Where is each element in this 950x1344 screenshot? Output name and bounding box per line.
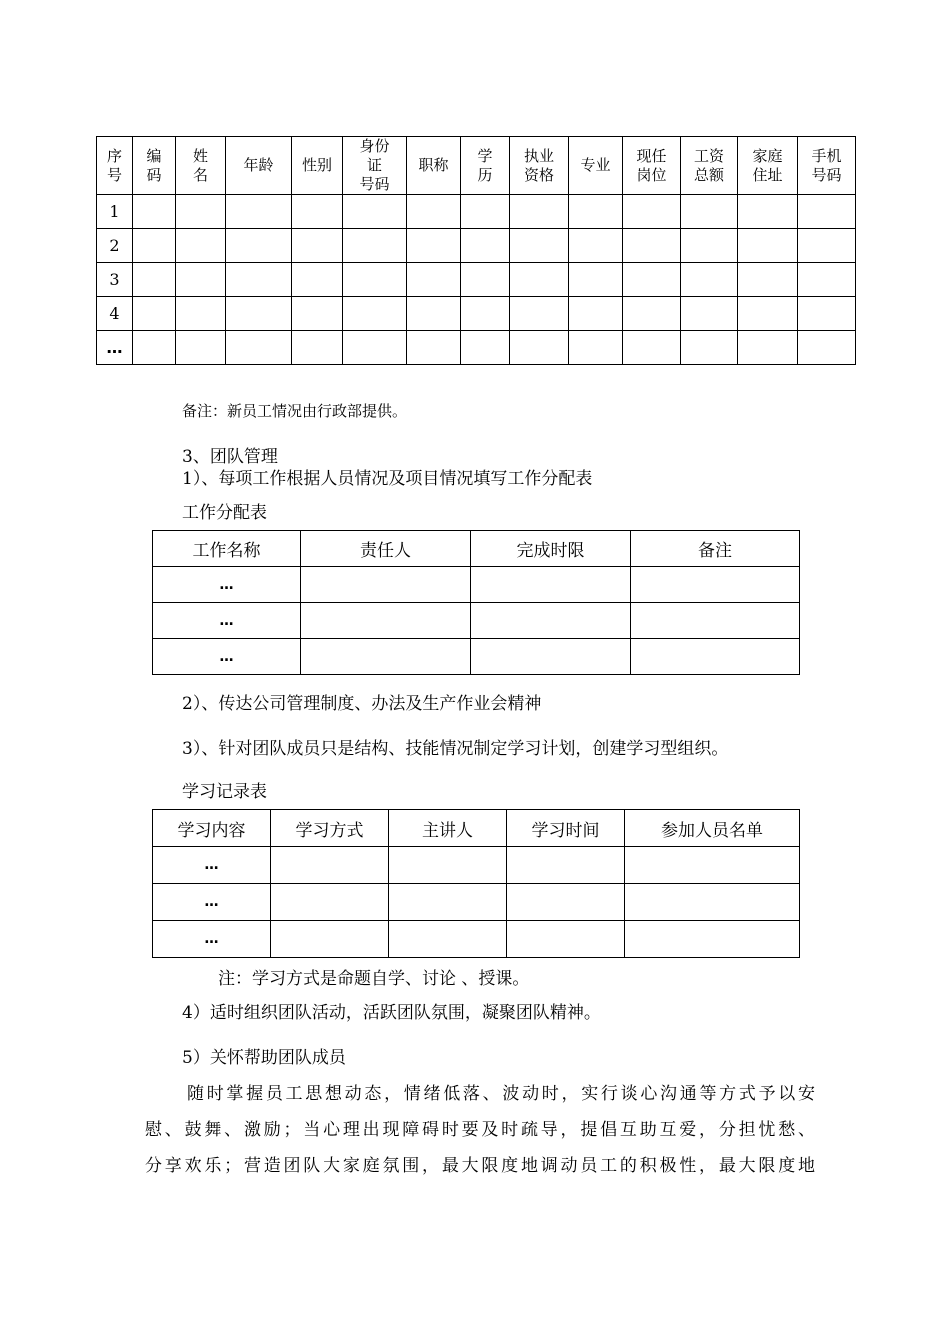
header-cell: 专业 — [569, 137, 623, 195]
paragraph-line: 慰、鼓舞、激励；当心理出现障碍时要及时疏导，提倡互助互爱，分担忧愁、 — [145, 1120, 815, 1140]
empty-cell — [461, 263, 510, 297]
ellipsis-cell: … — [153, 884, 271, 921]
header-cell: 姓 名 — [176, 137, 226, 195]
empty-cell — [510, 229, 569, 263]
table-row — [153, 921, 800, 958]
header-cell: 性别 — [292, 137, 343, 195]
empty-cell — [389, 884, 507, 921]
empty-cell — [407, 263, 461, 297]
empty-cell — [292, 297, 343, 331]
empty-cell — [631, 603, 800, 639]
empty-cell — [176, 263, 226, 297]
empty-cell — [623, 263, 681, 297]
empty-cell — [226, 297, 292, 331]
ellipsis-cell: … — [153, 639, 301, 675]
empty-cell — [271, 847, 389, 884]
care-paragraph — [145, 1076, 815, 1184]
empty-cell — [343, 229, 407, 263]
empty-cell — [343, 331, 407, 365]
empty-cell — [389, 921, 507, 958]
header-cell: 职称 — [407, 137, 461, 195]
row-number-cell: 4 — [97, 297, 133, 331]
empty-cell — [133, 263, 176, 297]
row-number-cell: … — [97, 331, 133, 365]
empty-cell — [623, 331, 681, 365]
empty-cell — [292, 195, 343, 229]
header-cell: 执业 资格 — [510, 137, 569, 195]
header-cell: 工作名称 — [153, 531, 301, 567]
item-2: 2）、传达公司管理制度、办法及生产作业会精神 — [182, 694, 542, 714]
empty-cell — [133, 297, 176, 331]
empty-cell — [738, 229, 798, 263]
table-row — [97, 229, 856, 263]
empty-cell — [176, 331, 226, 365]
empty-cell — [471, 567, 631, 603]
header-cell: 身份 证 号码 — [343, 137, 407, 195]
empty-cell — [461, 229, 510, 263]
empty-cell — [301, 603, 471, 639]
header-cell: 参加人员名单 — [625, 810, 800, 847]
paragraph-line: 随时掌握员工思想动态，情绪低落、波动时，实行谈心沟通等方式予以安 — [187, 1084, 815, 1104]
empty-cell — [343, 297, 407, 331]
header-cell: 主讲人 — [389, 810, 507, 847]
header-cell: 年龄 — [226, 137, 292, 195]
empty-cell — [631, 639, 800, 675]
header-cell: 完成时限 — [471, 531, 631, 567]
empty-cell — [226, 195, 292, 229]
table-row — [97, 297, 856, 331]
empty-cell — [681, 195, 738, 229]
empty-cell — [226, 263, 292, 297]
empty-cell — [471, 639, 631, 675]
empty-cell — [798, 331, 856, 365]
empty-cell — [569, 263, 623, 297]
ellipsis-cell: … — [153, 847, 271, 884]
table-row — [153, 847, 800, 884]
empty-cell — [625, 921, 800, 958]
table-row — [153, 884, 800, 921]
empty-cell — [176, 297, 226, 331]
empty-cell — [292, 229, 343, 263]
empty-cell — [738, 331, 798, 365]
empty-cell — [510, 263, 569, 297]
empty-cell — [625, 847, 800, 884]
empty-cell — [133, 229, 176, 263]
empty-cell — [271, 884, 389, 921]
row-number-cell: 3 — [97, 263, 133, 297]
empty-cell — [343, 263, 407, 297]
row-number-cell: 2 — [97, 229, 133, 263]
empty-cell — [226, 331, 292, 365]
empty-cell — [407, 297, 461, 331]
empty-cell — [301, 567, 471, 603]
staff-info-table — [96, 136, 856, 365]
header-cell: 工资 总额 — [681, 137, 738, 195]
empty-cell — [176, 229, 226, 263]
empty-cell — [133, 195, 176, 229]
empty-cell — [226, 229, 292, 263]
empty-cell — [681, 263, 738, 297]
header-cell: 序 号 — [97, 137, 133, 195]
item-4: 4）适时组织团队活动，活跃团队氛围，凝聚团队精神。 — [182, 1003, 601, 1023]
empty-cell — [461, 331, 510, 365]
ellipsis-cell: … — [153, 567, 301, 603]
header-cell: 学习时间 — [507, 810, 625, 847]
empty-cell — [461, 195, 510, 229]
empty-cell — [569, 297, 623, 331]
study-record-table — [152, 809, 800, 958]
empty-cell — [623, 195, 681, 229]
empty-cell — [301, 639, 471, 675]
empty-cell — [569, 229, 623, 263]
header-cell: 责任人 — [301, 531, 471, 567]
header-cell: 学习方式 — [271, 810, 389, 847]
empty-cell — [292, 331, 343, 365]
empty-cell — [271, 921, 389, 958]
header-cell: 编 码 — [133, 137, 176, 195]
paragraph-line: 分享欢乐；营造团队大家庭氛围，最大限度地调动员工的积极性，最大限度地 — [145, 1156, 815, 1176]
empty-cell — [798, 297, 856, 331]
empty-cell — [798, 229, 856, 263]
empty-cell — [510, 297, 569, 331]
empty-cell — [625, 884, 800, 921]
empty-cell — [407, 195, 461, 229]
empty-cell — [471, 603, 631, 639]
empty-cell — [510, 195, 569, 229]
table-row — [97, 263, 856, 297]
empty-cell — [507, 847, 625, 884]
table-row — [153, 603, 800, 639]
section-heading: 3、团队管理 — [182, 447, 278, 467]
work-allocation-table — [152, 530, 800, 675]
empty-cell — [681, 229, 738, 263]
empty-cell — [507, 884, 625, 921]
item-3: 3）、针对团队成员只是结构、技能情况制定学习计划，创建学习型组织。 — [182, 739, 729, 759]
empty-cell — [798, 195, 856, 229]
work-table-title: 工作分配表 — [182, 503, 267, 523]
empty-cell — [623, 297, 681, 331]
table-row — [97, 195, 856, 229]
table-header-row — [153, 810, 800, 847]
empty-cell — [407, 229, 461, 263]
table-header-row — [97, 137, 856, 195]
ellipsis-cell: … — [153, 921, 271, 958]
header-cell: 手机 号码 — [798, 137, 856, 195]
table-row — [153, 567, 800, 603]
empty-cell — [292, 263, 343, 297]
item-1: 1）、每项工作根据人员情况及项目情况填写工作分配表 — [182, 469, 593, 489]
empty-cell — [569, 331, 623, 365]
staff-note: 备注：新员工情况由行政部提供。 — [182, 402, 408, 420]
empty-cell — [569, 195, 623, 229]
header-cell: 现任 岗位 — [623, 137, 681, 195]
table-row — [97, 331, 856, 365]
ellipsis-cell: … — [153, 603, 301, 639]
empty-cell — [738, 297, 798, 331]
empty-cell — [681, 331, 738, 365]
study-note: 注：学习方式是命题自学、讨论 、授课。 — [218, 969, 530, 989]
header-cell: 家庭 住址 — [738, 137, 798, 195]
table-row — [153, 639, 800, 675]
header-cell: 备注 — [631, 531, 800, 567]
row-number-cell: 1 — [97, 195, 133, 229]
empty-cell — [798, 263, 856, 297]
empty-cell — [461, 297, 510, 331]
empty-cell — [389, 847, 507, 884]
empty-cell — [507, 921, 625, 958]
empty-cell — [738, 195, 798, 229]
study-table-title: 学习记录表 — [182, 782, 267, 802]
empty-cell — [681, 297, 738, 331]
empty-cell — [343, 195, 407, 229]
empty-cell — [510, 331, 569, 365]
empty-cell — [631, 567, 800, 603]
empty-cell — [738, 263, 798, 297]
empty-cell — [176, 195, 226, 229]
header-cell: 学习内容 — [153, 810, 271, 847]
item-5: 5）关怀帮助团队成员 — [182, 1048, 346, 1068]
empty-cell — [133, 331, 176, 365]
empty-cell — [407, 331, 461, 365]
empty-cell — [623, 229, 681, 263]
header-cell: 学 历 — [461, 137, 510, 195]
table-header-row — [153, 531, 800, 567]
